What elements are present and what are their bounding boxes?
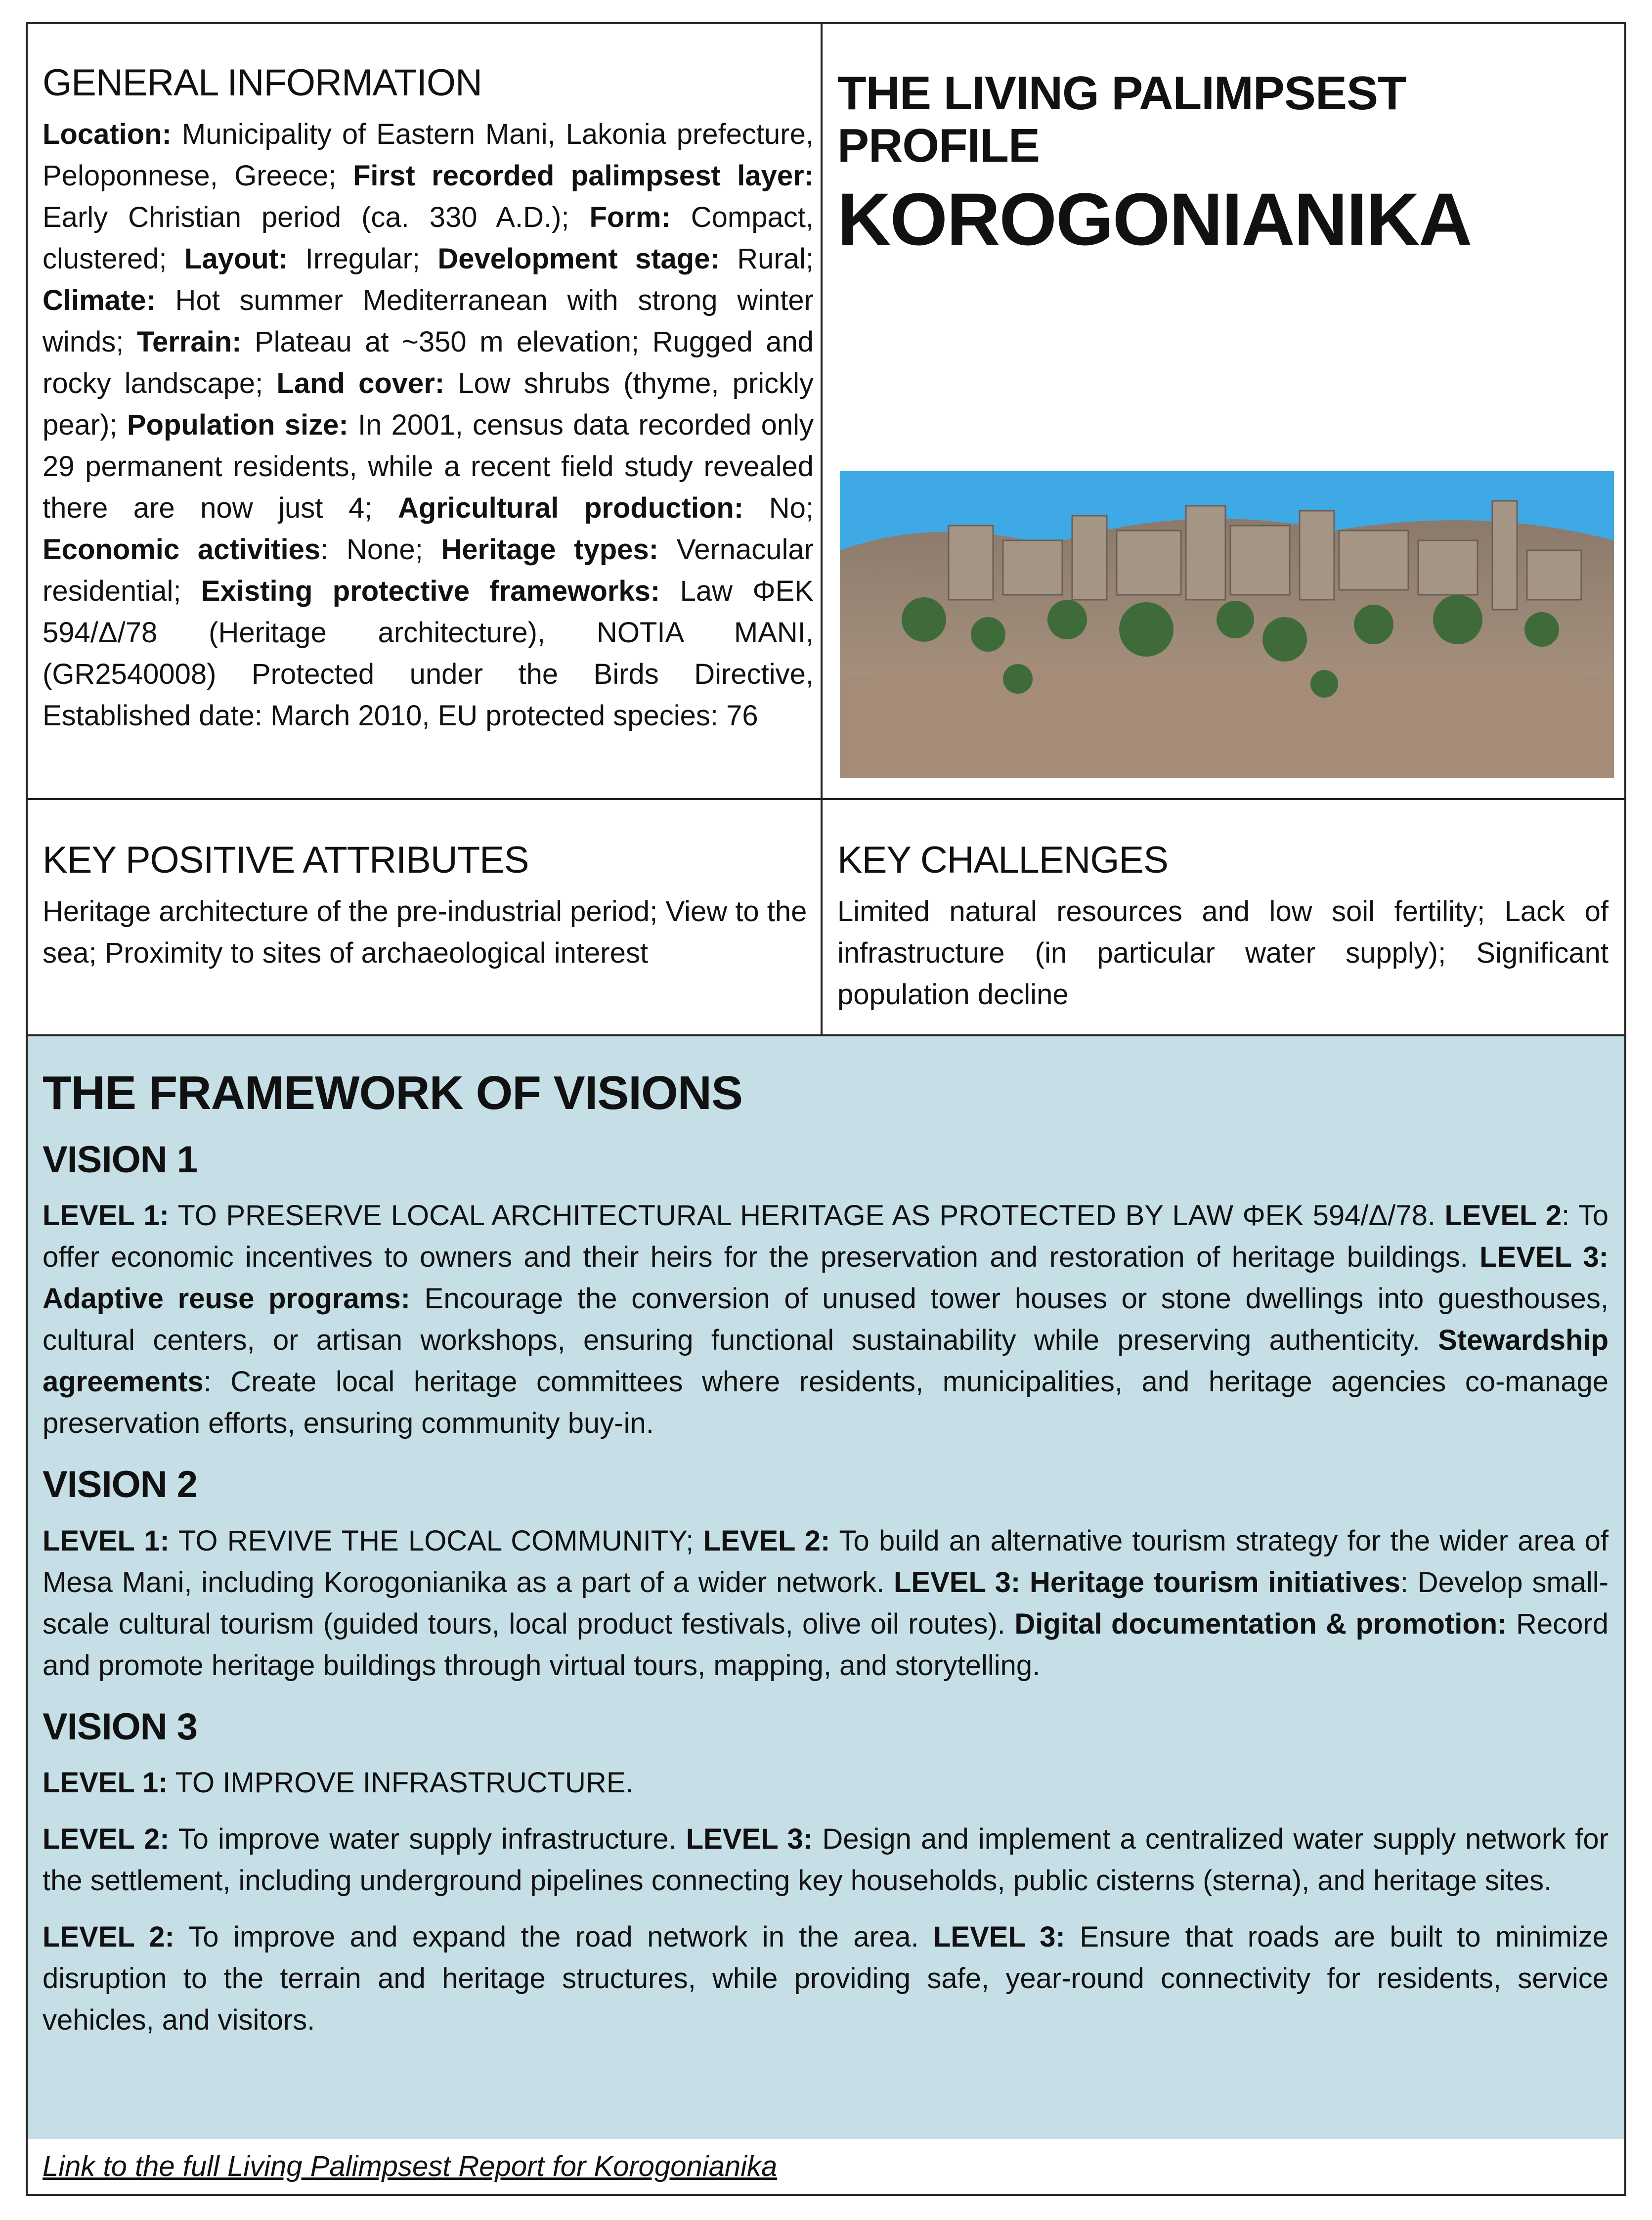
vision-3-water-level-2-text: To improve water supply infrastructure. [178, 1823, 677, 1856]
settlement-photo [840, 471, 1614, 778]
framework-title: THE FRAMEWORK OF VISIONS [43, 1066, 742, 1119]
framework-of-visions-panel [28, 1036, 1624, 2139]
vision-3-heading: VISION 3 [43, 1705, 197, 1748]
settlement-name: KOROGONIANIKA [837, 178, 1472, 261]
general-info-value: In 2001, census data recorded only 29 permanent residents, while a recent field study revealed there are now just 4; [43, 408, 814, 524]
vision-2-level-2-label: LEVEL 2: [703, 1524, 830, 1557]
vision-1-level-3-label: LEVEL 3: Adaptive reuse programs: [43, 1241, 1609, 1315]
general-info-label: Climate: [43, 284, 156, 316]
footer [43, 2150, 1525, 2183]
vision-1-level-2-label: LEVEL 2 [1444, 1199, 1562, 1232]
row-divider [28, 798, 1624, 800]
general-info-value: : None; [320, 533, 441, 566]
full-report-link[interactable]: Link to the full Living Palimpsest Report for Korogonianika [43, 2150, 778, 2182]
general-information-panel [43, 62, 814, 737]
vision-3-level-1-text: TO IMPROVE INFRASTRUCTURE. [175, 1767, 634, 1799]
vision-3-roads-level-3-label: LEVEL 3: [933, 1921, 1065, 1954]
vision-3-roads-level-2-label: LEVEL 2: [43, 1921, 174, 1954]
general-info-label: Agricultural production: [397, 491, 744, 524]
general-info-label: Layout: [184, 242, 288, 275]
vision-2-level-1-text: TO REVIVE THE LOCAL COMMUNITY; [178, 1524, 694, 1557]
column-divider [821, 24, 823, 1036]
general-info-label: Location: [43, 118, 172, 150]
general-info-value: Low shrubs (thyme, prickly pear); [43, 367, 814, 441]
key-positive-attributes-panel [43, 840, 814, 974]
vision-3-water-level-3-label: LEVEL 3: [686, 1823, 813, 1856]
vision-2-heading: VISION 2 [43, 1464, 197, 1506]
vision-3-roads-level-2-text: To improve and expand the road network in the area. [188, 1921, 919, 1954]
vision-2-level-2-text: To build an alternative tourism strategy for the wider area of Mesa Mani, including Korogonianika as a part of a wider network. [43, 1524, 1609, 1598]
general-info-value: Irregular; [288, 242, 438, 275]
general-info-label: Land cover: [276, 367, 445, 400]
vision-1-level-2-text: : To offer economic incentives to owners and their heirs for the preservation and restoration of heritage buildings. [43, 1199, 1609, 1274]
general-info-value: Hot summer Mediterranean with strong winter winds; [43, 284, 814, 358]
general-info-label: First recorded palimpsest layer: [352, 159, 814, 192]
settlement-photo-illustration [840, 471, 1614, 778]
vision-3-water [43, 1819, 1609, 1902]
vision-3-water-level-3-text: Design and implement a centralized water supply network for the settlement, including underground pipelines connecting key households, public cisterns (sterna), and heritage sites. [43, 1823, 1609, 1897]
profile-title-block [837, 67, 1609, 260]
profile-sheet [26, 22, 1626, 2196]
general-info-label: Development stage: [437, 242, 720, 275]
vision-2-digital-label: Digital documentation & promotion: [1014, 1607, 1507, 1640]
general-info-value: Plateau at ~350 m elevation; Rugged and rocky landscape; [43, 325, 814, 400]
general-info-label: Existing protective frameworks: [201, 575, 660, 607]
vision-3-roads [43, 1916, 1609, 2041]
general-info-value: Vernacular residential; [43, 533, 814, 607]
vision-1-text [43, 1195, 1609, 1444]
general-information-text [43, 114, 814, 737]
key-positive-attributes-heading: KEY POSITIVE ATTRIBUTES [43, 839, 529, 881]
vision-1-stewardship-label: Stewardship agreements [43, 1324, 1609, 1398]
key-positive-attributes-text: Heritage architecture of the pre-industrial period; View to the sea; Proximity to sites of archaeological interest [43, 895, 807, 969]
key-challenges-heading: KEY CHALLENGES [837, 839, 1168, 881]
general-info-label: Economic activities [43, 533, 321, 566]
vision-2-digital-text: Record and promote heritage buildings through virtual tours, mapping, and storytelling. [43, 1607, 1609, 1682]
general-info-label: Form: [589, 201, 671, 233]
vision-1-level-3-text: Encourage the conversion of unused tower houses or stone dwellings into guesthouses, cultural centers, or artisan workshops, ensuring functional sustainability while preserving authenticity. [43, 1283, 1609, 1357]
general-info-value: Municipality of Eastern Mani, Lakonia prefecture, Peloponnese, Greece; [43, 118, 814, 192]
vision-2-level-1-label: LEVEL 1: [43, 1524, 170, 1557]
vision-3-level-1 [43, 1762, 1609, 1804]
vision-2-level-3-label: LEVEL 3: Heritage tourism initiatives [893, 1566, 1400, 1598]
general-info-label: Heritage types: [441, 533, 659, 566]
general-info-label: Population size: [127, 408, 348, 441]
general-information-heading: GENERAL INFORMATION [43, 62, 482, 104]
vision-3-water-level-2-label: LEVEL 2: [43, 1823, 170, 1856]
vision-3-level-1-label: LEVEL 1: [43, 1767, 168, 1799]
vision-2-level-3-text: : Develop small-scale cultural tourism (guided tours, local product festivals, olive oil routes). [43, 1566, 1609, 1640]
key-challenges-text: Limited natural resources and low soil fertility; Lack of infrastructure (in particular water supply); Significant population decline [837, 895, 1609, 1011]
vision-3-roads-level-3-text: Ensure that roads are built to minimize disruption to the terrain and heritage structures, while providing safe, year-round connectivity for residents, service vehicles, and visitors. [43, 1921, 1609, 2037]
vision-1-heading: VISION 1 [43, 1138, 197, 1181]
general-info-value: No; [743, 491, 814, 524]
general-info-value: Early Christian period (ca. 330 A.D.); [43, 201, 590, 233]
key-challenges-panel [837, 840, 1609, 1016]
vision-2-text [43, 1520, 1609, 1687]
general-info-value: Rural; [719, 242, 814, 275]
vision-1-level-1-label: LEVEL 1: [43, 1199, 169, 1232]
profile-kicker: THE LIVING PALIMPSEST PROFILE [837, 67, 1406, 172]
general-info-value: Compact, clustered; [43, 201, 814, 275]
general-info-label: Terrain: [136, 325, 242, 358]
general-info-value: Law ΦΕΚ 594/Δ/78 (Heritage architecture), NOTIA MANI, (GR2540008) Protected under the Birds Directive, Established date: March 2010, EU protected species: 76 [43, 575, 814, 732]
vision-1-level-1-text: TO PRESERVE LOCAL ARCHITECTURAL HERITAGE AS PROTECTED BY LAW ΦΕΚ 594/Δ/78. [177, 1199, 1436, 1232]
vision-1-stewardship-text: : Create local heritage committees where residents, municipalities, and heritage agencies co-manage preservation efforts, ensuring community buy-in. [43, 1366, 1609, 1440]
